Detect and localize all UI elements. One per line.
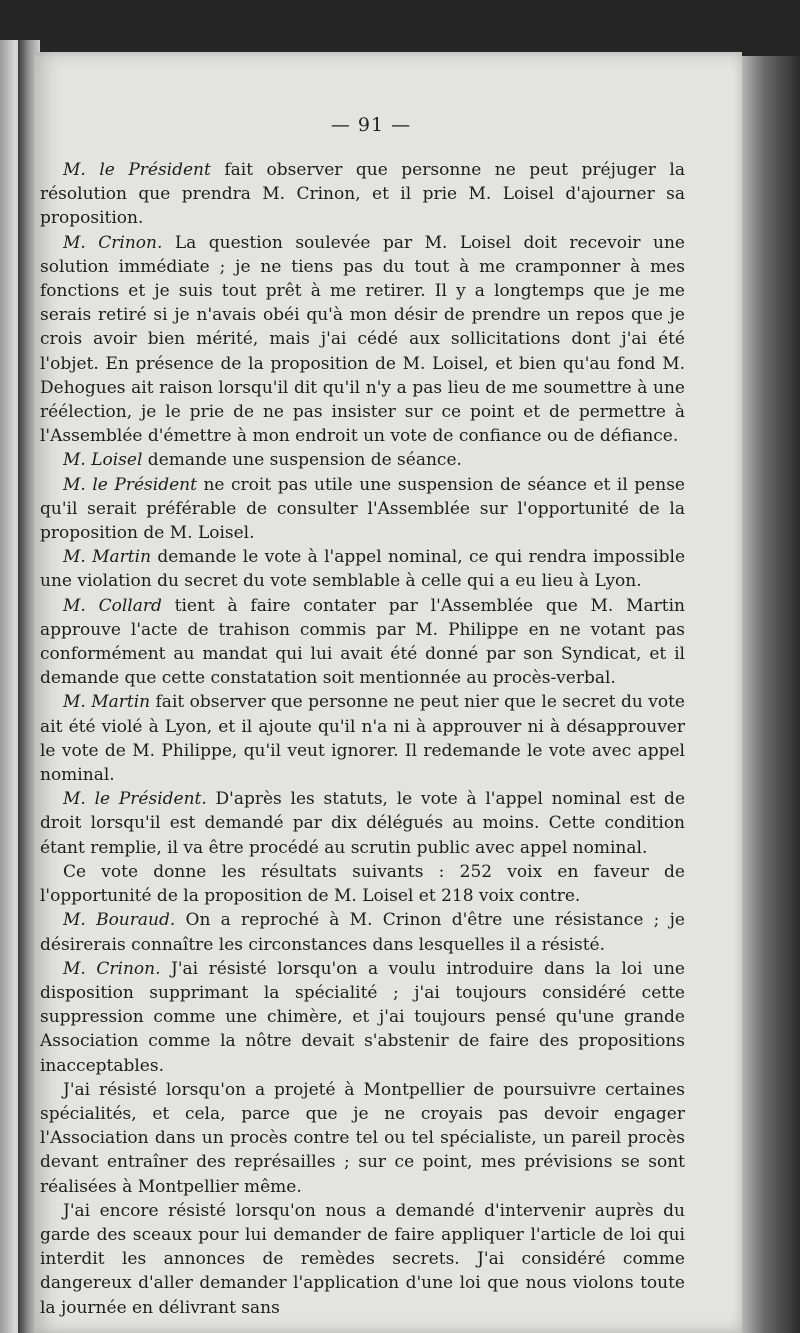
paragraph-text: Ce vote donne les résultats suivants : 252 voix en faveur de l'opportunité de la proposition de M. Loisel et 218 voix contre. bbox=[40, 861, 685, 907]
speaker-name: M. Martin bbox=[63, 547, 152, 568]
paragraph bbox=[40, 1078, 685, 1199]
paragraph-text: demande le vote à l'appel nominal, ce qui rendra impossible une violation du secret du vote semblable à celle qui a eu lieu à Lyon. bbox=[40, 547, 685, 592]
paragraph bbox=[40, 594, 685, 691]
speaker-name: M. Martin bbox=[63, 692, 151, 713]
page-stack-edge bbox=[740, 56, 800, 1333]
paragraph bbox=[40, 545, 685, 593]
paragraph-text: ne croit pas utile une suspension de séance et il pense qu'il serait préférable de consulter l'Assemblée sur l'opportunité de la proposition de M. Loisel. bbox=[40, 474, 685, 544]
paragraph-text: On a reproché à M. Crinon d'être une résistance ; je désirerais connaître les circonstances dans lesquelles il a résisté. bbox=[40, 910, 685, 955]
speaker-name: M. le Président. bbox=[63, 789, 207, 810]
paragraph bbox=[40, 860, 685, 908]
speaker-name: M. Collard bbox=[63, 595, 162, 616]
speaker-name: M. Crinon. bbox=[63, 958, 161, 979]
paragraph bbox=[40, 787, 685, 860]
speaker-name: M. le Président bbox=[63, 474, 197, 495]
paragraph bbox=[40, 1199, 685, 1320]
page-number: — 91 — bbox=[330, 114, 412, 136]
paragraph bbox=[40, 158, 685, 231]
paragraph-text: fait observer que personne ne peut nier que le secret du vote ait été violé à Lyon, et il ajoute qu'il n'a ni à approuver ni à désapprouver le vote de M. Philippe, qu'il veut ignorer. Il redemande le vote avec appel nominal. bbox=[40, 692, 685, 786]
speaker-name: M. Bouraud. bbox=[63, 910, 176, 931]
paragraph bbox=[40, 690, 685, 787]
paragraph-text: J'ai encore résisté lorsqu'on nous a demandé d'intervenir auprès du garde des sceaux pour lui demander de faire appliquer l'article de loi qui interdit les annonces de remèdes secrets. J'ai considéré comme dangereux d'aller demander l'application d'une loi que nous violons toute la journée en délivrant sans bbox=[40, 1200, 685, 1318]
speaker-name: M. Crinon. bbox=[63, 232, 163, 253]
body-text bbox=[40, 158, 685, 1320]
paragraph-text: D'après les statuts, le vote à l'appel nominal est de droit lorsqu'il est demandé par dix délégués au moins. Cette condition étant remplie, il va être procédé au scrutin public avec appel nominal. bbox=[40, 789, 686, 858]
paragraph-text: J'ai résisté lorsqu'on a projeté à Montpellier de poursuivre certaines spécialités, et cela, parce que je ne croyais pas devoir engager l'Association dans un procès contre tel ou tel spécialiste, un pareil procès devant entraîner des représailles ; sur ce point, mes prévisions se sont réalisées à Montpellier même. bbox=[40, 1079, 685, 1197]
speaker-name: M. le Président bbox=[63, 160, 211, 180]
paragraph bbox=[40, 957, 685, 1078]
paragraph-text: tient à faire contater par l'Assemblée que M. Martin approuve l'acte de trahison commis par M. Philippe en ne votant pas conformément au mandat qui lui avait été donné par son Syndicat, et il demande que cette constatation soit mentionnée au procès-verbal. bbox=[40, 595, 686, 689]
paragraph bbox=[40, 908, 685, 956]
paragraph bbox=[40, 448, 685, 472]
paragraph bbox=[40, 231, 685, 449]
paragraph-text: fait observer que personne ne peut préjuger la résolution que prendra M. Crinon, et il prie M. Loisel d'ajourner sa proposition. bbox=[40, 160, 685, 229]
paragraph bbox=[40, 473, 685, 546]
paragraph-text: J'ai résisté lorsqu'on a voulu introduire dans la loi une disposition supprimant la spécialité ; j'ai toujours considéré cette suppression comme une chimère, et j'ai toujours pensé qu'une grande Association comme la nôtre devait s'abstenir de faire des propositions inacceptables. bbox=[40, 958, 685, 1076]
paragraph-text: demande une suspension de séance. bbox=[142, 450, 462, 471]
paragraph-text: La question soulevée par M. Loisel doit recevoir une solution immédiate ; je ne tiens pas du tout à me cramponner à mes fonctions et je suis tout prêt à me retirer. Il y a longtemps que je me serais retiré si je n'avais obéi qu'à mon désir de prendre un repos que je crois avoir bien mérité, mais j'ai cédé aux sollicitations dont j'ai été l'objet. En présence de la proposition de M. Loisel, et bien qu'au fond M. Dehogues ait raison lorsqu'il dit qu'il n'y a pas lieu de me soumettre à une réélection, je le prie de ne pas insister sur ce point et de permettre à l'Assemblée d'émettre à mon endroit un vote de confiance ou de défiance. bbox=[40, 232, 685, 447]
speaker-name: M. Loisel bbox=[63, 450, 143, 471]
